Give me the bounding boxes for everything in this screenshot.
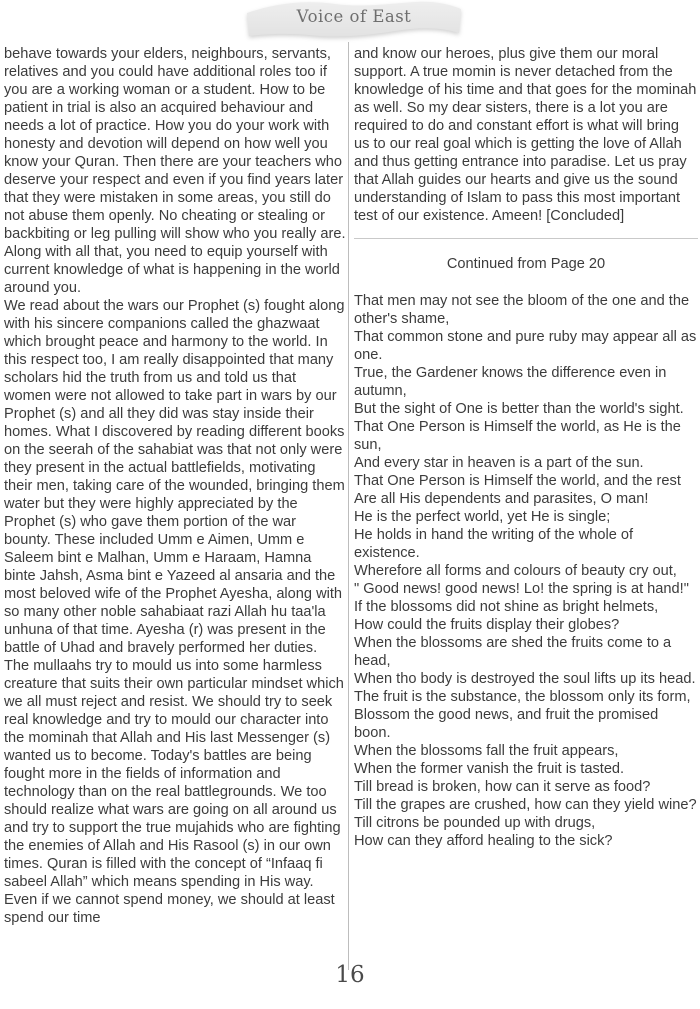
continued-heading: Continued from Page 20	[446, 256, 606, 272]
poem-line: How can they afford healing to the sick?	[354, 833, 613, 849]
left-column	[4, 45, 346, 927]
masthead-banner	[243, 0, 465, 40]
poem-line: That common stone and pure ruby may appear all as one.	[354, 329, 697, 363]
poem	[354, 292, 698, 850]
poem-line: " Good news! good news! Lo! the spring is at hand!"	[354, 581, 689, 597]
poem-line: That men may not see the bloom of the one and the other's shame,	[354, 293, 690, 327]
poem-line: Blossom the good news, and fruit the promised boon.	[354, 707, 659, 741]
poem-line: True, the Gardener knows the difference even in autumn,	[354, 365, 667, 399]
poem-line: The fruit is the substance, the blossom only its form,	[354, 689, 691, 705]
poem-line: When the blossoms fall the fruit appears,	[354, 743, 619, 759]
poem-line: He holds in hand the writing of the whole of existence.	[354, 527, 634, 561]
poem-line: When tho body is destroyed the soul lifts up its head.	[354, 671, 696, 687]
page-number: 16	[335, 962, 365, 988]
poem-line: Till bread is broken, how can it serve as food?	[354, 779, 651, 795]
poem-line: And every star in heaven is a part of the sun.	[354, 455, 644, 471]
poem-line: When the former vanish the fruit is tasted.	[354, 761, 625, 777]
poem-line: Till citrons be pounded up with drugs,	[354, 815, 596, 831]
poem-line: That One Person is Himself the world, as He is the sun,	[354, 419, 681, 453]
poem-line: If the blossoms did not shine as bright helmets,	[354, 599, 659, 615]
body-paragraph: We read about the wars our Prophet (s) fought along with his sincere companions called the ghazwaat which brought peace and harmony to the world. In this respect too, I am really disappointed that many scholars hid the truth from us and told us that women were not allowed to take part in wars by our Prophet (s) and all they did was stay inside their homes. What I discovered by reading different books on the seerah of the sahabiat was that not only were they present in the actual battlefields, motivating their men, taking care of the wounded, bringing them water but they were highly appreciated by the Prophet (s) who gave them portion of the war bounty. These included Umm e Aimen, Umm e Saleem bint e Malhan, Umm e Haraam, Hamna binte Jahsh, Asma bint e Yazeed al ansaria and the most beloved wife of the Prophet Ayesha, along with so many other noble sahabiaat razi Allah hu taa'la unhuna of that time. Ayesha (r) was present in the battle of Uhad and bravely performed her duties. The mullaahs try to mould us into some harmless creature that suits their own particular mindset which we all must reject and resist. We should try to seek real knowledge and try to mould our character into the mominah that Allah and His last Messenger (s) wanted us to become. Today's battles are being	[4, 298, 345, 764]
magazine-title: Voice of East	[296, 7, 412, 26]
right-column	[354, 45, 698, 850]
body-paragraph: fought more in the fields of information and technology than on the real battlegrounds. We too should realize what wars are going on all around us and try to support the true mujahids who are fighting the enemies of Allah and His Rasool (s) in our own times. Quran is filled with the concept of “Infaaq fi sabeel Allah” which means spending in His way. Even if we cannot spend money, we should at least spend our time	[4, 766, 341, 926]
poem-line: Wherefore all forms and colours of beauty cry out,	[354, 563, 677, 579]
poem-line: But the sight of One is better than the world's sight.	[354, 401, 684, 417]
poem-line: Are all His dependents and parasites, O man!	[354, 491, 649, 507]
poem-line: How could the fruits display their globes?	[354, 617, 620, 633]
poem-line: That One Person is Himself the world, and the rest	[354, 473, 681, 489]
poem-line: When the blossoms are shed the fruits come to a head,	[354, 635, 672, 669]
poem-line: Till the grapes are crushed, how can they yield wine?	[354, 797, 697, 813]
column-divider	[348, 42, 349, 970]
body-paragraph: behave towards your elders, neighbours, servants, relatives and you could have additional roles too if you are a working woman or a student. How to be patient in trial is also an acquired behaviour and needs a lot of practice. How you do your work with honesty and devotion will depend on how well you know your Quran. Then there are your teachers who deserve your respect and even if you find years later that they were mistaken in some areas, you still do not abuse them openly. No cheating or stealing or backbiting or leg pulling will show who you really are. Along with all that, you need to equip yourself with current knowledge of what is happening in the world around you.	[4, 46, 346, 296]
article-end-paragraph: and know our heroes, plus give them our moral support. A true momin is never detached from the knowledge of his time and that goes for the mominah as well. So my dear sisters, there is a lot you are required to do and constant effort is what will bring us to our real goal which is getting the love of Allah and thus getting entrance into paradise. Let us pray that Allah guides our hearts and give us the sound understanding of Islam to pass this most important test of our existence. Ameen! [Concluded]	[354, 46, 697, 224]
poem-line: He is the perfect world, yet He is single;	[354, 509, 611, 525]
section-divider	[354, 238, 698, 239]
